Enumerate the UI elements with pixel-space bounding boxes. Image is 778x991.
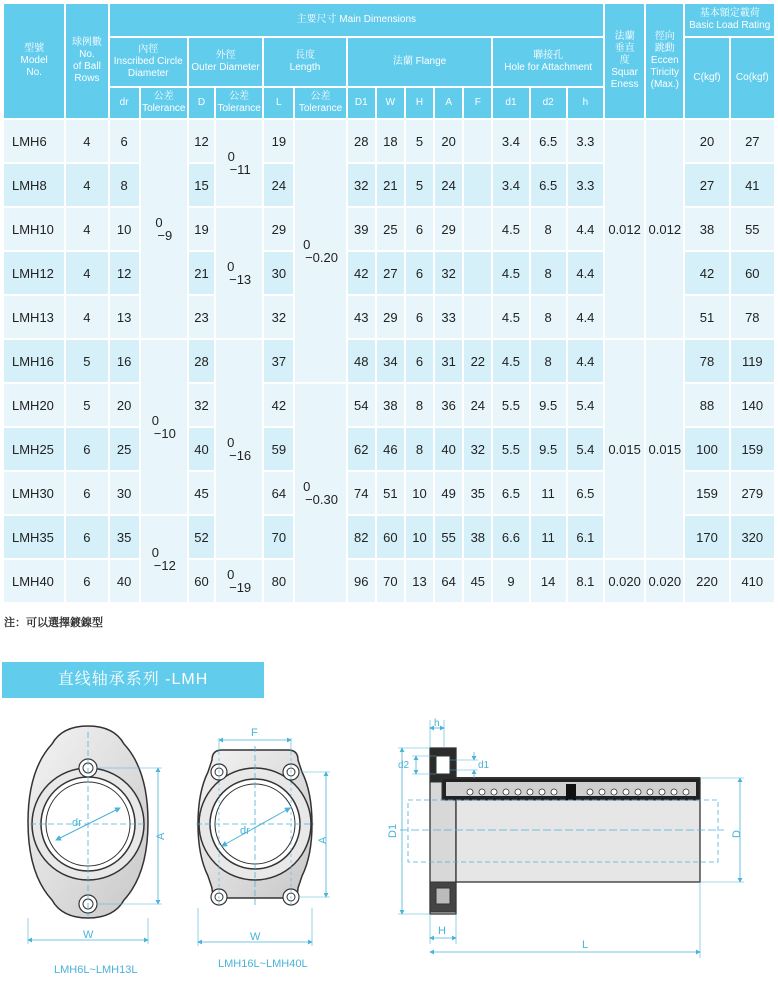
cell-c: 51 (685, 296, 728, 338)
header-hole: 聯接孔 Hole for Attachment (493, 38, 603, 86)
cell-d1: 4.5 (493, 296, 528, 338)
table-row (4, 340, 774, 382)
cell-h: 8.1 (568, 560, 603, 602)
cell-co: 159 (731, 428, 774, 470)
label-dr-1: dr (72, 817, 82, 829)
cell-w: 38 (377, 384, 404, 426)
cell-h: 13 (406, 560, 433, 602)
tolerance-d1: 0 −11 (216, 120, 262, 206)
squareness-value: 0.020 (605, 560, 644, 602)
cell-dr: 6 (110, 120, 139, 162)
cell-d1: 6.6 (493, 516, 528, 558)
cell-h: 3.3 (568, 164, 603, 206)
cell-d1: 43 (348, 296, 375, 338)
cell-d2: 14 (531, 560, 566, 602)
cell-d: 21 (189, 252, 214, 294)
cell-l: 19 (264, 120, 293, 162)
cell-model: LMH8 (4, 164, 64, 206)
cell-d: 28 (189, 340, 214, 382)
cell-co: 41 (731, 164, 774, 206)
cell-rows: 6 (66, 516, 107, 558)
cell-f: 24 (464, 384, 491, 426)
caption-lmh16-40: LMH16L~LMH40L (218, 958, 308, 970)
label-a-2: A (317, 836, 329, 844)
cell-w: 60 (377, 516, 404, 558)
cell-h: 8 (406, 384, 433, 426)
table-row (4, 560, 774, 602)
cell-d1: 39 (348, 208, 375, 250)
tolerance-d4: 0 −19 (216, 560, 262, 602)
cell-d1: 62 (348, 428, 375, 470)
cell-w: 70 (377, 560, 404, 602)
cell-model: LMH12 (4, 252, 64, 294)
tolerance-dr2: 0 −10 (141, 340, 187, 514)
tolerance-dr3: 0 −12 (141, 516, 187, 602)
section-view (398, 720, 744, 958)
cell-rows: 6 (66, 472, 107, 514)
front-view-oval (28, 726, 162, 944)
cell-dr: 10 (110, 208, 139, 250)
cell-l: 59 (264, 428, 293, 470)
cell-h: 5 (406, 164, 433, 206)
header-squareness: 法蘭 垂直 度 Squar Eness (605, 4, 644, 118)
cell-co: 60 (731, 252, 774, 294)
eccentricity-value: 0.012 (646, 120, 683, 338)
cell-f (464, 164, 491, 206)
label-l: L (582, 939, 589, 951)
cell-d: 15 (189, 164, 214, 206)
cell-h: 10 (406, 472, 433, 514)
cell-a: 33 (435, 296, 462, 338)
cell-rows: 4 (66, 164, 107, 206)
header-inscribed: 內徑 Inscribed Circle Diameter (110, 38, 187, 86)
cell-w: 29 (377, 296, 404, 338)
cell-c: 100 (685, 428, 728, 470)
cell-d2: 11 (531, 516, 566, 558)
cell-d2: 9.5 (531, 384, 566, 426)
cell-h: 4.4 (568, 340, 603, 382)
cell-model: LMH30 (4, 472, 64, 514)
header-ball-rows: 球例數 No. of Ball Rows (66, 4, 107, 118)
cell-c: 38 (685, 208, 728, 250)
header-main-dimensions: 主要尺寸 Main Dimensions (110, 4, 603, 36)
label-d: D (731, 830, 743, 838)
cell-rows: 6 (66, 428, 107, 470)
header-load-rating: 基本額定載荷 Basic Load Rating (685, 4, 774, 36)
cell-h: 6.5 (568, 472, 603, 514)
cell-rows: 4 (66, 296, 107, 338)
cell-w: 27 (377, 252, 404, 294)
header-w: W (377, 88, 404, 118)
cell-a: 40 (435, 428, 462, 470)
cell-d1: 28 (348, 120, 375, 162)
header-flange: 法蘭 Flange (348, 38, 492, 86)
cell-model: LMH25 (4, 428, 64, 470)
cell-c: 88 (685, 384, 728, 426)
eccentricity-value: 0.015 (646, 340, 683, 558)
cell-dr: 35 (110, 516, 139, 558)
label-w-2: W (250, 931, 261, 943)
header-eccentricity: 徑向 跳動 Eccen Tiricity (Max.) (646, 4, 683, 118)
cell-f (464, 120, 491, 162)
tolerance-l2: 0 −0.30 (295, 384, 345, 602)
cell-c: 220 (685, 560, 728, 602)
cell-h: 6.1 (568, 516, 603, 558)
cell-d1: 48 (348, 340, 375, 382)
note: 注：可以選擇鍍鎳型 (4, 617, 103, 629)
cell-co: 119 (731, 340, 774, 382)
label-d1: D1 (387, 823, 399, 838)
cell-w: 25 (377, 208, 404, 250)
cell-h: 4.4 (568, 208, 603, 250)
cell-f (464, 208, 491, 250)
cell-dr: 8 (110, 164, 139, 206)
cell-d: 60 (189, 560, 214, 602)
cell-f (464, 296, 491, 338)
cell-rows: 4 (66, 252, 107, 294)
cell-l: 29 (264, 208, 293, 250)
cell-d1: 3.4 (493, 164, 528, 206)
cell-w: 18 (377, 120, 404, 162)
cell-d1: 5.5 (493, 384, 528, 426)
tolerance-d2: 0 −13 (216, 208, 262, 338)
cell-c: 20 (685, 120, 728, 162)
cell-rows: 6 (66, 560, 107, 602)
cell-co: 27 (731, 120, 774, 162)
header-length: 長度 Length (264, 38, 345, 86)
label-h-small: h (434, 718, 440, 729)
cell-model: LMH40 (4, 560, 64, 602)
cell-d: 40 (189, 428, 214, 470)
cell-f: 35 (464, 472, 491, 514)
cell-dr: 13 (110, 296, 139, 338)
cell-a: 20 (435, 120, 462, 162)
cell-d: 45 (189, 472, 214, 514)
header-d-tol: 公差 Tolerance (216, 88, 262, 118)
header-outer: 外徑 Outer Diameter (189, 38, 262, 86)
cell-d1: 32 (348, 164, 375, 206)
cell-rows: 4 (66, 120, 107, 162)
header-c: C(kgf) (685, 38, 728, 118)
cell-f (464, 252, 491, 294)
cell-f: 22 (464, 340, 491, 382)
cell-rows: 5 (66, 340, 107, 382)
cell-dr: 40 (110, 560, 139, 602)
cell-dr: 30 (110, 472, 139, 514)
cell-h: 6 (406, 252, 433, 294)
cell-d1: 6.5 (493, 472, 528, 514)
cell-f: 45 (464, 560, 491, 602)
cell-l: 64 (264, 472, 293, 514)
header-d: D (189, 88, 214, 118)
header-model: 型號 Model No. (4, 4, 64, 118)
cell-l: 70 (264, 516, 293, 558)
cell-h: 8 (406, 428, 433, 470)
cell-h: 4.4 (568, 296, 603, 338)
cell-model: LMH16 (4, 340, 64, 382)
cell-d: 23 (189, 296, 214, 338)
header-hole-d2: d2 (531, 88, 566, 118)
cell-a: 24 (435, 164, 462, 206)
cell-l: 32 (264, 296, 293, 338)
cell-d1: 4.5 (493, 252, 528, 294)
cell-h: 6 (406, 340, 433, 382)
header-f: F (464, 88, 491, 118)
cell-d: 12 (189, 120, 214, 162)
cell-d1: 9 (493, 560, 528, 602)
cell-a: 31 (435, 340, 462, 382)
cell-l: 80 (264, 560, 293, 602)
label-a-1: A (155, 832, 167, 840)
caption-lmh6-13: LMH6L~LMH13L (54, 964, 138, 976)
label-h: H (438, 925, 446, 937)
cell-a: 36 (435, 384, 462, 426)
cell-co: 279 (731, 472, 774, 514)
cell-a: 64 (435, 560, 462, 602)
cell-model: LMH13 (4, 296, 64, 338)
cell-h: 6 (406, 208, 433, 250)
header-co: Co(kgf) (731, 38, 774, 118)
cell-l: 30 (264, 252, 293, 294)
label-w-1: W (83, 929, 94, 941)
cell-d1: 5.5 (493, 428, 528, 470)
cell-co: 78 (731, 296, 774, 338)
cell-d1: 74 (348, 472, 375, 514)
header-hole-h: h (568, 88, 603, 118)
cell-model: LMH20 (4, 384, 64, 426)
cell-d1: 96 (348, 560, 375, 602)
cell-a: 55 (435, 516, 462, 558)
cell-co: 55 (731, 208, 774, 250)
header-dr-tol: 公差 Tolerance (141, 88, 187, 118)
spec-table (2, 2, 776, 604)
squareness-value: 0.015 (605, 340, 644, 558)
cell-h: 5 (406, 120, 433, 162)
label-dr-2: dr (240, 825, 250, 837)
cell-l: 42 (264, 384, 293, 426)
tolerance-dr1: 0 −9 (141, 120, 187, 338)
header-dr: dr (110, 88, 139, 118)
cell-c: 159 (685, 472, 728, 514)
cell-model: LMH35 (4, 516, 64, 558)
squareness-value: 0.012 (605, 120, 644, 338)
technical-drawing (0, 712, 778, 991)
cell-rows: 4 (66, 208, 107, 250)
cell-w: 51 (377, 472, 404, 514)
label-f: F (251, 727, 258, 739)
cell-h: 10 (406, 516, 433, 558)
cell-d: 19 (189, 208, 214, 250)
front-view-square (196, 738, 330, 946)
header-d1: D1 (348, 88, 375, 118)
cell-h: 3.3 (568, 120, 603, 162)
header-l-tol: 公差 Tolerance (295, 88, 345, 118)
cell-d2: 8 (531, 208, 566, 250)
cell-h: 4.4 (568, 252, 603, 294)
tolerance-d3: 0 −16 (216, 340, 262, 558)
cell-d2: 6.5 (531, 164, 566, 206)
cell-model: LMH10 (4, 208, 64, 250)
cell-d2: 11 (531, 472, 566, 514)
cell-a: 49 (435, 472, 462, 514)
cell-rows: 5 (66, 384, 107, 426)
cell-l: 24 (264, 164, 293, 206)
tolerance-l1: 0 −0.20 (295, 120, 345, 382)
label-d2: d2 (398, 760, 410, 771)
cell-dr: 16 (110, 340, 139, 382)
cell-f: 38 (464, 516, 491, 558)
cell-dr: 12 (110, 252, 139, 294)
cell-h: 5.4 (568, 384, 603, 426)
cell-a: 29 (435, 208, 462, 250)
label-d1-small: d1 (478, 760, 490, 771)
series-title: 直线轴承系列 -LMH (2, 662, 264, 698)
cell-d1: 3.4 (493, 120, 528, 162)
cell-d1: 4.5 (493, 340, 528, 382)
cell-d1: 4.5 (493, 208, 528, 250)
cell-c: 42 (685, 252, 728, 294)
cell-d2: 8 (531, 252, 566, 294)
header-hole-d1: d1 (493, 88, 528, 118)
cell-dr: 25 (110, 428, 139, 470)
cell-dr: 20 (110, 384, 139, 426)
eccentricity-value: 0.020 (646, 560, 683, 602)
cell-d: 32 (189, 384, 214, 426)
cell-model: LMH6 (4, 120, 64, 162)
cell-d2: 8 (531, 296, 566, 338)
table-row (4, 120, 774, 162)
cell-f: 32 (464, 428, 491, 470)
cell-d2: 9.5 (531, 428, 566, 470)
header-l: L (264, 88, 293, 118)
cell-w: 34 (377, 340, 404, 382)
cell-w: 21 (377, 164, 404, 206)
cell-h: 5.4 (568, 428, 603, 470)
cell-co: 410 (731, 560, 774, 602)
cell-c: 27 (685, 164, 728, 206)
header-a: A (435, 88, 462, 118)
cell-l: 37 (264, 340, 293, 382)
cell-d1: 42 (348, 252, 375, 294)
cell-a: 32 (435, 252, 462, 294)
cell-c: 170 (685, 516, 728, 558)
cell-d2: 6.5 (531, 120, 566, 162)
header-h: H (406, 88, 433, 118)
cell-h: 6 (406, 296, 433, 338)
cell-c: 78 (685, 340, 728, 382)
cell-w: 46 (377, 428, 404, 470)
cell-d2: 8 (531, 340, 566, 382)
cell-co: 140 (731, 384, 774, 426)
cell-d1: 54 (348, 384, 375, 426)
cell-d: 52 (189, 516, 214, 558)
cell-co: 320 (731, 516, 774, 558)
cell-d1: 82 (348, 516, 375, 558)
